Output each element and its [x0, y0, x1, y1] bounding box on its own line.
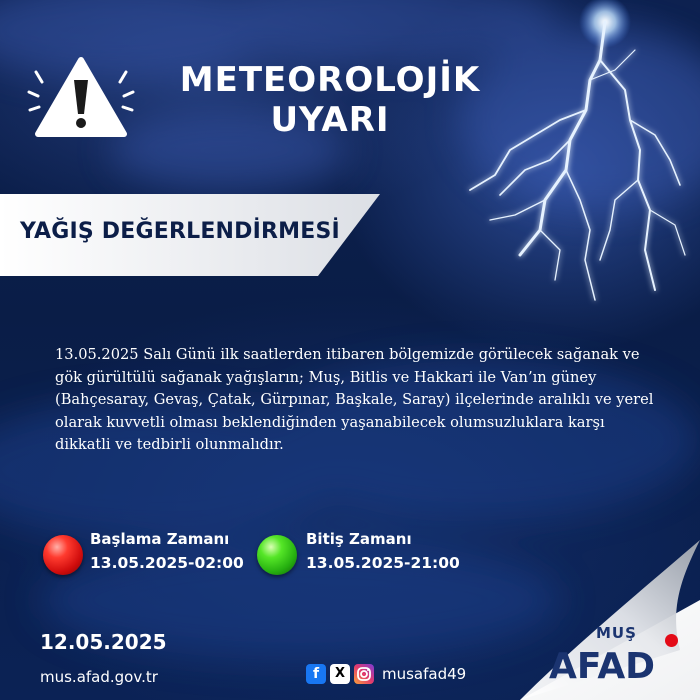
afad-logo: AFAD	[549, 646, 656, 687]
issue-date: 12.05.2025	[40, 630, 167, 654]
x-icon[interactable]: X	[330, 664, 350, 684]
start-status-dot	[43, 535, 83, 575]
lightning-bolt-icon	[440, 0, 700, 330]
social-links	[306, 664, 466, 684]
banner-title: YAĞIŞ DEĞERLENDİRMESİ	[20, 219, 340, 244]
turkish-flag-icon	[665, 634, 678, 647]
end-time-label: Bitiş Zamanı	[306, 530, 412, 548]
logo-city: MUŞ	[596, 624, 637, 642]
facebook-icon[interactable]: f	[306, 664, 326, 684]
instagram-icon[interactable]	[354, 664, 374, 684]
warning-triangle-icon	[26, 52, 136, 144]
start-time-value: 13.05.2025-02:00	[90, 554, 244, 572]
start-time-label: Başlama Zamanı	[90, 530, 230, 548]
title-line-2: UYARI	[270, 100, 390, 140]
warning-title	[150, 60, 510, 140]
title-line-1: METEOROLOJİK	[179, 60, 481, 100]
warning-message: 13.05.2025 Salı Günü ilk saatlerden itibaren bölgemizde görülecek sağanak ve gök gürültülü sağanak yağışların; Muş, Bitlis ve Hakkari ile Van’ın güney (Bahçesaray, Gevaş, Çatak, Gürpınar, Başkale, Saray) ilçelerinde aralıklı ve yerel olarak kuvvetli olması beklendiğinden yaşanabilecek olumsuzluklara karşı dikkatli ve tedbirli olunmalıdır.	[55, 346, 654, 453]
website-link[interactable]: mus.afad.gov.tr	[40, 668, 158, 686]
social-handle[interactable]: musafad49	[382, 665, 467, 683]
end-time-value: 13.05.2025-21:00	[306, 554, 460, 572]
end-status-dot	[257, 535, 297, 575]
